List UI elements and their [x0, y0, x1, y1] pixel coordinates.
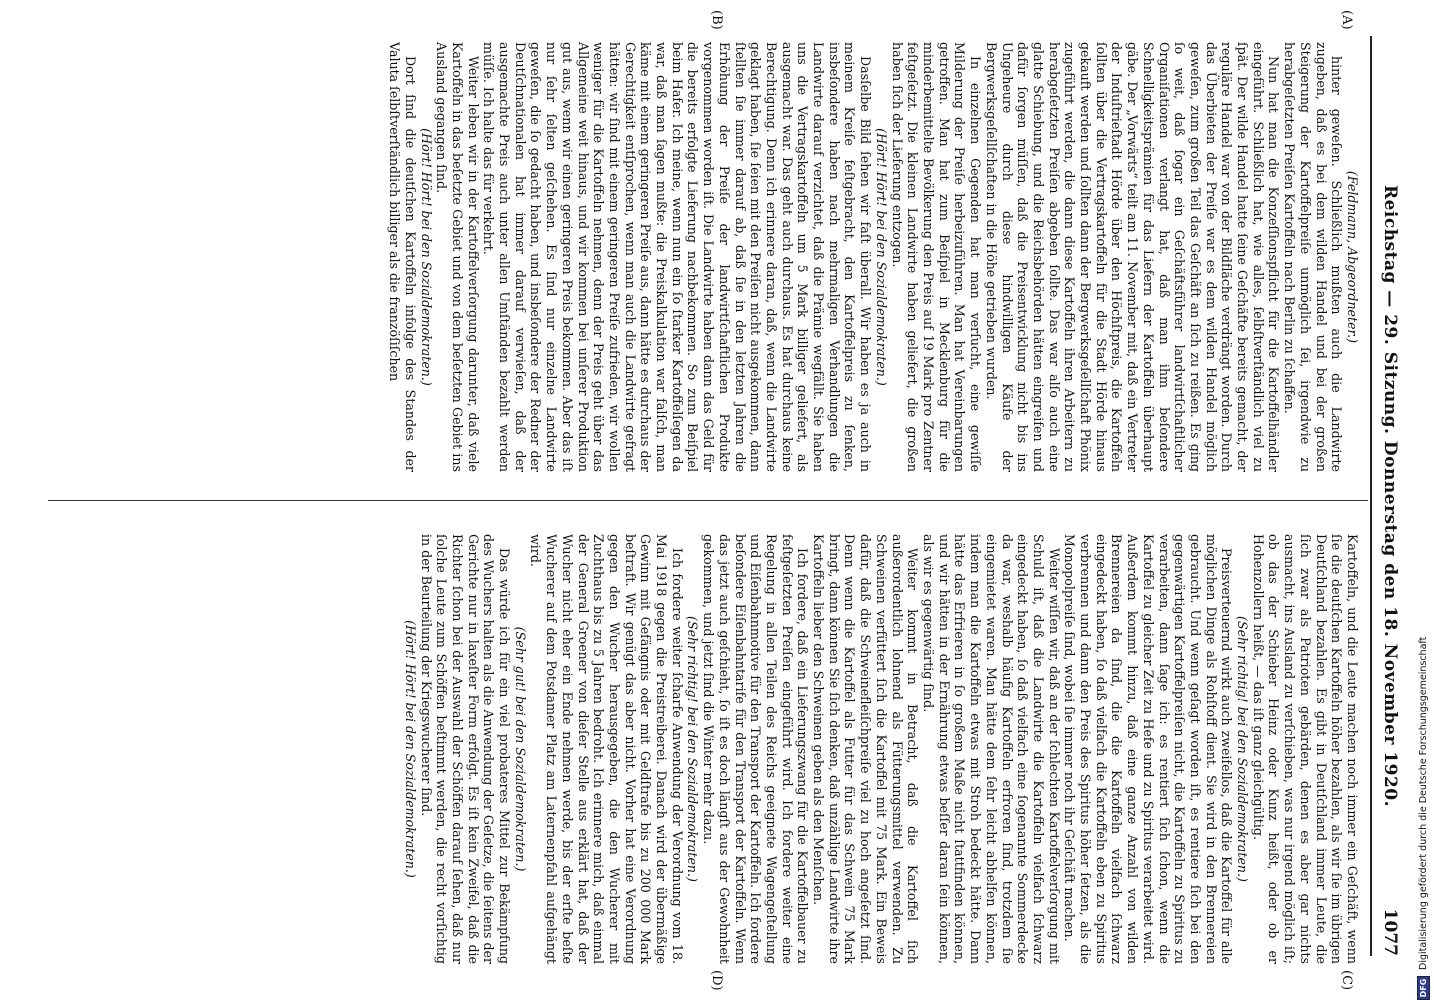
interjection: (Sehr richtig! bei den Sozialdemokraten.)	[1235, 616, 1251, 882]
paragraph: Preisverteuernd wirkt auch zweifellos, daß die Kartoffel für alle möglichen Dinge als Rohſtoff dient. Sie wird in den Brennereien gebraucht. Und wenn geſagt worden iſt, es rentiere ſich bei den gegenwärtigen Kartoffelpreiſen nicht, die Kartoffeln zu Spiritus zu verarbeiten, dann ſage ich: es rentiert ſich ſchon, wenn die Kartoffel zu gleicher Zeit zu Hefe und zu Spiritus verarbeitet wird. Außerdem kommt hinzu, daß eine ganze Anzahl von wilden Brennereien da ſind, die die Kartoffeln vielfach ſchwarz eingedeckt haben, ſo daß vielfach die Kartoffeln eben zu Spiritus verbrennen und dann den Preis des Spiritus höher ſetzen, als die Monopolpreiſe ſind, wobei ſie immer noch ihr Geſchäft machen.	[1062, 534, 1235, 964]
interjection: (Sehr richtig! bei den Sozialdemokraten.)	[685, 616, 701, 882]
interjection: (Sehr gut! bei den Sozialdemokraten.)	[512, 626, 528, 872]
rotated-document-page	[22, 6, 1412, 996]
paragraph: Weiter wiſſen wir, daß an der ſchlechten Kartoffelverſorgung mit Schuld iſt, daß die Landwirte die Kartoffeln vielfach ſchwarz eingedeckt haben, ſo daß vielfach eine ſogenannte Sommerdecke da war, weshalb häufig Kartoffeln erfroren ſind, trotzdem ſie eingemietet waren. Man hätte dem ſehr leicht abhelfen können, indem man die Kartoffeln etwas mit Stroh bedeckt hätte. Dann hätte das Erfrieren in ſo großem Maße nicht ſtattfinden können, und wir hätten in der Ernährung etwas beſſer daran ſein können, als wir es gegenwärtig ſind.	[921, 534, 1062, 964]
left-text-column	[386, 42, 1360, 472]
interjection: (Hört! Hört! bei den Sozialdemokraten.)	[873, 128, 889, 386]
paragraph: (Feldmann, Abgeordneter.)	[1345, 170, 1360, 344]
paragraph: Weiter kommt in Betracht, daß die Kartoffel ſich außerordentlich lohnend als Fütterungsmittel verwenden. Zu Schweinen verfüttert ſich die Kartoffel mit 75 Mark. Ein Beweis dafür, daß die Schweinefleiſchpreiſe viel zu hoch angeſetzt ſind. Denn wenn die Kartoffel als Futter für das Schwein 75 Mark bringt, dann können Sie ſich denken, daß unzählige Landwirte ihre Kartoffeln lieber den Schweinen geben als den Menſchen.	[811, 534, 921, 964]
funding-footer	[1416, 20, 1430, 1000]
paragraph: Das würde ich für ein viel probateres Mittel zur Bekämpfung des Wuchers halten als die Anwendung der Geſetze, die ſeitens der Gerichte nur in laxeſter Form erfolgt. Es iſt kein Zweifel, daß die Richter ſchon bei der Auswahl der Schöffen darauf ſehen, daß nur ſolche Leute zum Schöffen beſtimmt werden, die recht vorſichtig in der Beurteilung der Kriegswucherer ſind.	[418, 534, 513, 964]
funding-note: Digitalisierung gefördert durch die Deutsche Forschungsgemeinschaft	[1417, 636, 1429, 970]
page-number: 1077	[1380, 908, 1400, 956]
dfg-logo-icon: DFG	[1417, 976, 1430, 1000]
paragraph: hinter geweſen. Schließlich mußten auch die Landwirte zugeben, daß es bei dem wilden Handel und bei der großen Steigerung der Kartoffelpreiſe unmöglich ſei, irgendwie zu herabgeſetzten Preiſen Kartoffeln nach Berlin zu ſchaffen.	[1282, 42, 1345, 472]
interjection: (Hört! Hört! bei den Sozialdemokraten.)	[402, 620, 418, 878]
page-header	[1370, 36, 1402, 956]
paragraph: Weiter leben wir in der Kartoffelverſorgung darunter, daß viele Kartoffeln in das beſetzte Gebiet und von dem beſetzten Gebiet ins Ausland gegangen ſind.	[434, 42, 481, 472]
margin-letter-b: (B)	[709, 10, 724, 30]
paragraph: Ich fordere, daß ein Lieferungszwang für die Kartoffelbauer zu feſtgeſetzten Preiſen eingeführt wird. Ich fordere weiter eine Regelung in allen Teilen des Reichs geeignete Wagengeſtellung und Eiſenbahnmotive für den Transport der Kartoffeln. Ich fordere beſondere Eiſenbahntarife für den Transport der Kartoffeln. Wenn das jetzt auch geſchieht, ſo iſt es doch längſt aus der Gewohnheit gekommen, und jetzt ſind die Winter mehr dazu.	[701, 534, 811, 964]
paragraph: Ich fordere weiter ſcharfe Anwendung der Verordnung vom 18. Mai 1918 gegen die Preistreiberei. Danach wird der übermäßige Gewinn mit Gefängnis oder mit Geldſtrafe bis zu 200 000 Mark beſtraft. Wir genügt das aber nicht. Vorher hat eine Verordnung gegen den Wucher herausgegeben, die den Wucherer mit Zuchthaus bis zu 5 Jahren bedroht. Ich erinnere mich, daß einmal der General Groener von dieſer Stelle aus erklärt hat, daß der Wucher nicht eher ein Ende nehmen werde, bis der erſte beſte Wucherer auf dem Potsdamer Platz am Laternenpfahl aufgehängt wird.	[528, 534, 685, 964]
margin-letter-a: (A)	[1339, 10, 1354, 30]
interjection: (Hört! Hört! bei den Sozialdemokraten.)	[418, 128, 434, 386]
paragraph: Dort ſind die deutſchen Kartoffeln infolge des Standes der Valuta ſelbſtverſtändlich billiger als die franzöſiſchen	[387, 42, 418, 472]
margin-letter-d: (D)	[709, 970, 724, 991]
paragraph: In einzelnen Gegenden hat man verſucht, eine gewiſſe Milderung der Preiſe herbeizuführen. Man hat Vereinbarungen getroffen. Man hat zum Beiſpiel in Mecklenburg für die minderbemittelte Bevölkerung den Preis auf 19 Mark pro Zentner feſtgeſetzt. Die kleinen Landwirte haben geliefert, die großen haben ſich der Lieferung entzogen.	[889, 42, 984, 472]
right-text-column	[402, 534, 1360, 964]
margin-letter-c: (C)	[1339, 970, 1354, 991]
paragraph: Kartoffeln, und die Leute machen noch immer ein Geſchäft, wenn ſie die deutſchen Kartoffeln höher bezahlen, als wir ſie im übrigen Deutſchland bezahlen. Es gibt in Deutſchland immer Leute, die ſich zwar als Patrioten gebärden, denen es aber gar nichts ausmacht, ins Ausland zu verſchieben, was nur irgend möglich iſt; ob das der Schieber Heinz oder Kunz heißt, oder ob er Hohenzollern heißt, — das iſt ganz gleichgültig.	[1250, 534, 1360, 964]
column-divider	[48, 500, 1368, 501]
paragraph: Dasſelbe Bild ſehen wir faſt überall. Wir haben es ja auch in meinem Kreiſe feſtgebracht, den Kartoffelpreis zu ſenken, insbeſondere haben nach mehrmaligen Verhandlungen die Landwirte darauf verzichtet, daß die Prämie wegfällt. Sie haben uns die Vertragskartoffeln um 5 Mark billiger geliefert, als ausgemacht war. Das geht auch durchaus. Es hat durchaus keine Berechtigung. Denn ich erinnere daran, daß, wenn die Landwirte geklagt haben, ſie ſeien mit den Preiſen nicht ausgekommen, dann ſtellten ſie immer darauf ab, daß ſie in den letzten Jahren die Erhöhung der Preiſe der landwirtſchaftlichen Produkte vorgenommen worden iſt. Die Landwirte haben dann das Geld für die bereits erfolgte Lieferung nachbekommen. So zum Beiſpiel beim Hafer. Ich meine, wenn nun ein ſo ſtarker Kartoffelſegen da war, daß man ſagen mußte: die Preiskalkulation war falſch, man käme mit einem geringeren Preiſe aus, dann hätte es durchaus der Gerechtigkeit entſprochen, wenn man auch die Landwirte gefragt hätten: wir ſind mit einem geringeren Preiſe zufrieden, wir wollen weniger für die Kartoffeln nehmen, denn der Preis geht über das Allgemeine weit hinaus, und wir kommen bei unſerer Produktion gut aus, wenn wir einen geringeren Preis bekommen. Aber das iſt nur ſehr ſelten geſchehen. Es ſind nur einzelne Landwirte geweſen, die ſo gedacht haben, und insbeſondere der Redner der Deutſchnationalen hat immer darauf verwieſen, daß der ausgemachte Preis auch unter allen Umſtänden bezahlt werden müſſe. Ich halte das für verkehrt.	[481, 42, 874, 472]
page-title: Reichstag — 29. Sitzung. Donnerstag den 18. November 1920.	[1380, 184, 1400, 808]
paragraph: Nun hat man die Konzeſſionspflicht für die Kartoffelhändler eingeführt. Schließlich hat, wie alles, ſelbſtverſtändlich viel zu ſpät. Der wilde Handel hatte ſeine Geſchäfte bereits gemacht, der reguläre Handel war von der Bildfläche verdrängt worden. Durch das Überbieten der Preiſe war es dem wilden Handel möglich geweſen, zum großen Teil das Geſchäft an ſich zu reißen. Es ging ſo weit, daß ſogar ein Geſchäftsführer landwirtſchaftlicher Organiſationen verlangt hat, daß man ihm beſondere Schnelligkeitsprämien für das Liefern der Kartoffeln überhaupt gäbe. Der „Vorwärts“ teilt am 11. November mit, daß ein Vertreter der Induſtrieſtadt Hörde über den Höchſtpreis, die Kartoffeln ſollten über die Vertragskartoffeln für die Stadt Hörde hinaus gekauft werden und ſollten dann der Bergwerksgeſellſchaft Phönix zugeführt werden, die dann diese Kartoffeln ihren Arbeitern zu herabgeſetzten Preiſen abgeben ſollte. Das war alſo auch eine glatte Schiebung, und die Reichsbehörden hätten eingreifen und dafür ſorgen müſſen, daß die Preisentwicklung nicht bis ins Ungeheure durch diese hindwilligen Käufe der Bergwerksgeſellſchaften in die Höhe getrieben wurden.	[983, 42, 1282, 472]
